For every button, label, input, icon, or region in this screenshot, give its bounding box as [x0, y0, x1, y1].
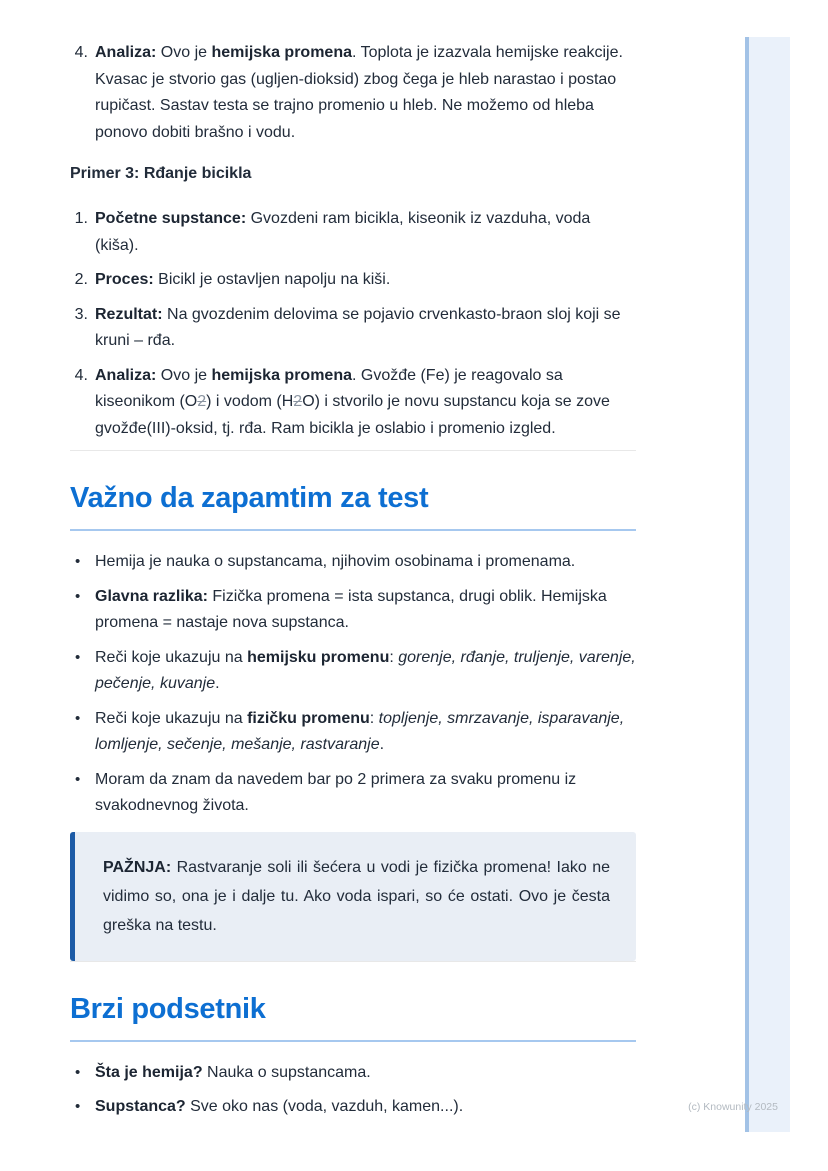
list-item [70, 1060, 636, 1087]
example-3-heading: Primer 3: Rđanje bicikla [70, 165, 252, 182]
bullet-marker: • [75, 587, 81, 605]
list-item-text: Hemija je nauka o supstancama, njihovim osobinama i promenama. [95, 553, 576, 570]
item-label: Proces: [95, 271, 154, 288]
item-label: Šta je hemija? [95, 1063, 203, 1081]
bullet-marker: • [75, 709, 81, 727]
bullet-marker: • [75, 648, 81, 666]
list-item-text: Reči koje ukazuju na hemijsku promenu: gorenje, rđanje, truljenje, varenje, pečenje, kuvanje. [95, 648, 636, 692]
list-item [70, 40, 636, 146]
italic-examples: gorenje, rđanje, truljenje, varenje, pečenje, kuvanje [95, 648, 636, 692]
list-item-text: Početne supstance: Gvozdeni ram bicikla, kiseonik iz vazduha, voda (kiša). [95, 210, 591, 254]
list-number: 1. [74, 210, 88, 227]
subscript-digit: 2 [197, 393, 207, 410]
list-item-text: Analiza: Ovo je hemijska promena. Toplota je izazvala hemijske reakcije. Kvasac je stvorio gas (ugljen-dioksid) zbog čega je hleb narastao i postao rupičast. Sastav testa se trajno promenio u hleb. Ne možemo od hleba ponovo dobiti brašno i vodu. [95, 44, 623, 141]
italic-examples: topljenje, smrzavanje, isparavanje, lomljenje, sečenje, mešanje, rastvaranje [95, 709, 625, 753]
list-number: 4. [74, 44, 88, 61]
item-label: Analiza: [95, 366, 157, 384]
list-item-text: Supstanca? Sve oko nas (voda, vazduh, kamen...). [95, 1098, 464, 1115]
list-item [70, 267, 636, 294]
list-item-text: Reči koje ukazuju na fizičku promenu: topljenje, smrzavanje, isparavanje, lomljenje, sečenje, mešanje, rastvaranje. [95, 709, 625, 753]
rust-example-list [70, 206, 636, 442]
brzi-bullet-list [70, 1060, 636, 1121]
list-item [70, 645, 636, 698]
list-item [70, 584, 636, 637]
list-number: 2. [74, 271, 88, 288]
section-divider [70, 961, 636, 962]
copyright-note: (c) Knowunity 2025 [688, 1101, 778, 1113]
list-item [70, 206, 636, 259]
warning-label: PAŽNJA: [103, 858, 172, 876]
bullet-marker: • [75, 1098, 81, 1115]
emphasis-text: hemijsku promenu [247, 648, 390, 666]
emphasis-text: hemijska promena [211, 44, 352, 61]
emphasis-text: fizičku promenu [247, 709, 370, 727]
section-title-vazno: Važno da zapamtim za test [70, 480, 636, 531]
item-label: Supstanca? [95, 1098, 186, 1115]
bullet-marker: • [75, 770, 81, 788]
item-label: Rezultat: [95, 305, 163, 323]
list-item [70, 549, 636, 576]
list-item-text: Analiza: Ovo je hemijska promena. Gvožđe (Fe) je reagovalo sa kiseonikom (O2) i vodom (H2O) i stvorilo je novu supstancu koja se zove gvožđe(III)-oksid, tj. rđa. Ram bicikla je oslabio i promenio izgled. [95, 366, 610, 437]
item-label: Analiza: [95, 44, 157, 61]
item-label: Glavna razlika: [95, 587, 208, 605]
warning-callout-text: PAŽNJA: Rastvaranje soli ili šećera u vodi je fizička promena! Iako ne vidimo so, ona je i dalje tu. Ako voda ispari, so će ostati. Ovo je česta greška na testu. [103, 858, 610, 934]
list-item-text: Proces: Bicikl je ostavljen napolju na kiši. [95, 271, 391, 288]
list-item [70, 767, 636, 820]
page-edge-decoration [745, 37, 790, 1132]
list-item-text: Glavna razlika: Fizička promena = ista supstanca, drugi oblik. Hemijska promena = nastaje nova supstanca. [95, 587, 607, 631]
list-item [70, 706, 636, 759]
list-item-text: Šta je hemija? Nauka o supstancama. [95, 1063, 371, 1081]
list-number: 3. [74, 305, 88, 323]
subscript-digit: 2 [293, 393, 303, 410]
bullet-marker: • [75, 1063, 81, 1081]
list-number: 4. [74, 366, 88, 384]
section-title-brzi: Brzi podsetnik [70, 991, 636, 1042]
list-item [70, 302, 636, 355]
list-item-text: Moram da znam da navedem bar po 2 primera za svaku promenu iz svakodnevnog života. [95, 770, 577, 814]
bullet-marker: • [75, 553, 81, 570]
note-page-content [70, 0, 636, 1129]
warning-callout [70, 832, 636, 961]
list-item-text: Rezultat: Na gvozdenim delovima se pojavio crvenkasto-braon sloj koji se kruni – rđa. [95, 305, 621, 349]
list-item [70, 363, 636, 443]
emphasis-text: hemijska promena [211, 366, 352, 384]
section-divider [70, 450, 636, 451]
item-label: Početne supstance: [95, 210, 247, 227]
list-item [70, 1094, 636, 1121]
vazno-bullet-list [70, 549, 636, 820]
bread-example-list [70, 40, 636, 146]
